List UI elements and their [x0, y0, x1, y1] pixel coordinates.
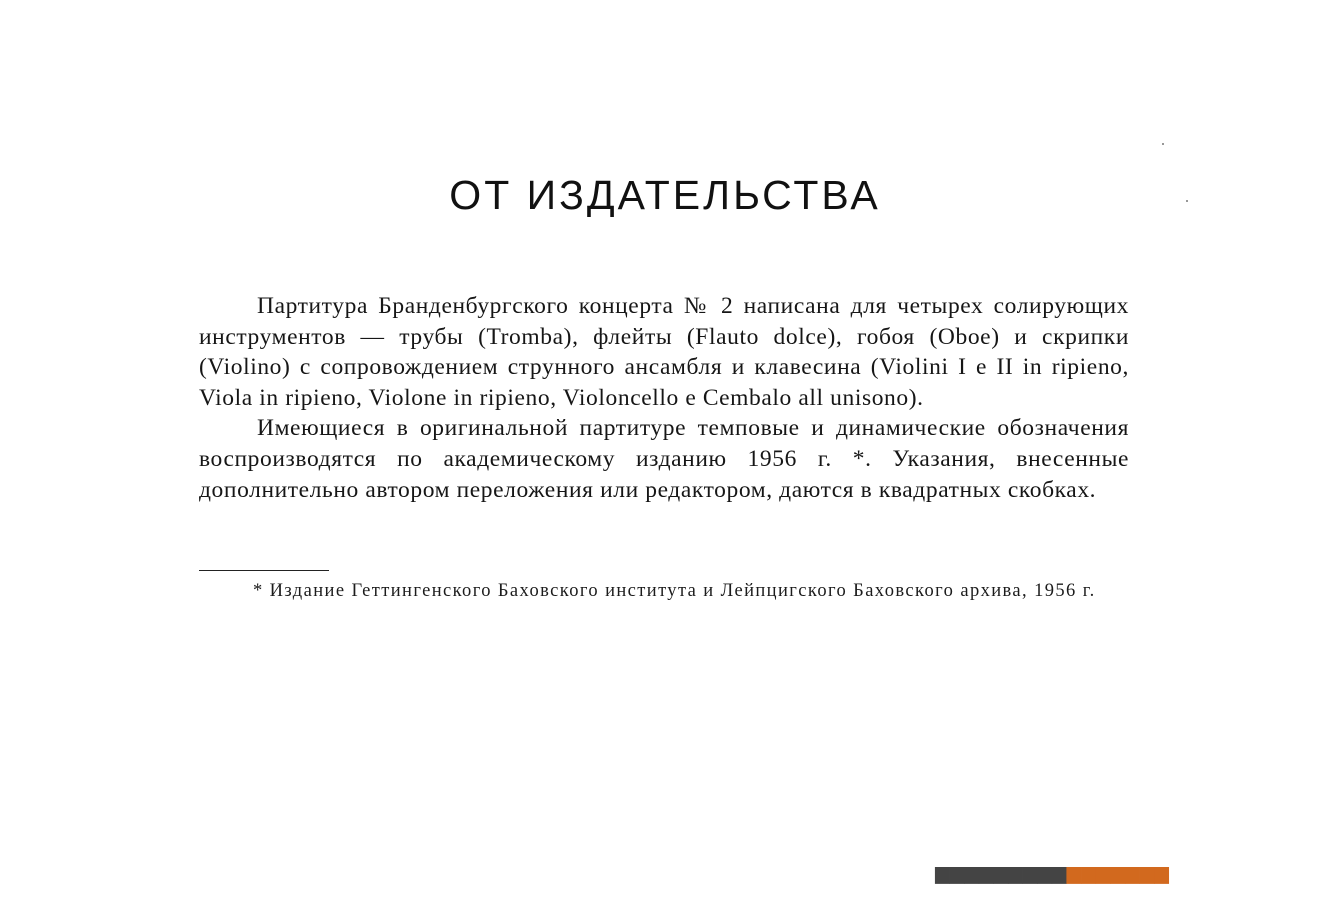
watermark-logo [935, 856, 1225, 884]
footnote-text: * Издание Геттингенского Баховского института и Лейпцигского Баховского архива, 1956 г. [253, 581, 1096, 601]
paragraph-tempo-dynamics: Имеющиеся в оригинальной партитуре темповые и динамические обозначения воспроизводятся по академическому изданию 1956 г. *. Указания, внесенные дополнительно автором переложения или редактором, даются в квадратных скобках. [199, 415, 1129, 503]
scan-speck [1186, 200, 1188, 202]
paragraph-score-description: Партитура Бранденбургского концерта № 2 написана для четырех солирующих инструментов — трубы (Tromba), флейты (Flauto dolce), гобоя (Oboe) и скрипки (Violino) с сопровождением струнного ансамбля и клавесина (Violini I e II in ripieno, Viola in ripieno, Violone in ripieno, Violoncello e Cembalo all unisono). [199, 293, 1129, 411]
footnote-divider [199, 570, 329, 571]
watermark-glyphs-accent: ▆▆▆▆▆▆▆ [1066, 862, 1169, 884]
page-title: ОТ ИЗДАТЕЛЬСТВА [449, 172, 881, 218]
body-text [199, 291, 1129, 505]
watermark-glyphs: ▆▆▆▆▆▆▆▆▆ [935, 862, 1067, 884]
scan-speck [1162, 143, 1164, 145]
footnote [199, 578, 1125, 604]
